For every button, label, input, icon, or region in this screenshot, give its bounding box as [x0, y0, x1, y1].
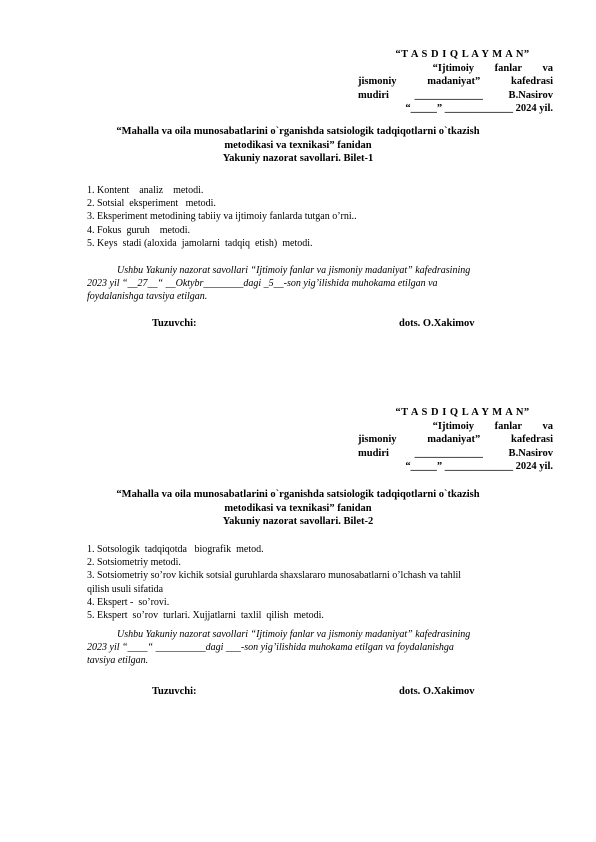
approval-date: “_____” _____________ 2024 yil. — [405, 103, 553, 114]
approval-note — [87, 264, 555, 303]
approval-line-2: jismoniy madaniyat” kafedrasi — [358, 434, 553, 445]
question-item: 2. Sotsial eksperiment metodi. — [87, 198, 216, 210]
note-line-2: 2023 yil “____“ __________dagi ___-son yig’ilishida muhokama etilgan va foydalanishga — [87, 642, 454, 653]
question-item: 4. Fokus guruh metodi. — [87, 224, 191, 236]
question-item: 3. Sotsiometriy so’rov kichik sotsial guruhlarda shaxslararo munosabatlarni o’lchash va tahlil — [87, 570, 462, 582]
question-item: 2. Sotsiometriy metodi. — [87, 557, 181, 569]
heading-line-3: Yakuniy nazorat savollari. Bilet-1 — [222, 153, 374, 164]
heading-line-3: Yakuniy nazorat savollari. Bilet-2 — [222, 516, 374, 527]
question-item: 5. Keys stadi (aloxida jamolarni tadqiq etish) metodi. — [87, 237, 313, 249]
compiler-label: Tuzuvchi: — [152, 686, 197, 697]
question-list — [87, 184, 557, 250]
heading-line-2: metodikasi va texnikasi” fanidan — [224, 502, 372, 514]
approval-line-3: mudiri _____________ B.Nasirov — [358, 447, 553, 459]
document-heading — [60, 488, 536, 529]
note-line-2: 2023 yil “__27__“ __Oktybr________dagi _5__-son yig’ilishida muhokama etilgan va — [87, 278, 438, 289]
heading-line-1: “Mahalla va oila munosabatlarini o`rganishda satsiologik tadqiqotlarni o`tkazish — [116, 489, 480, 500]
compiler-name: dots. O.Xakimov — [399, 318, 475, 329]
approval-date: “_____” _____________ 2024 yil. — [405, 461, 553, 472]
question-item: 3. Eksperiment metodining tabiiy va ijtimoiy fanlarda tutgan o’rni.. — [87, 211, 357, 223]
approval-block — [358, 406, 553, 474]
note-line-1: Ushbu Yakuniy nazorat savollari “Ijtimoiy fanlar va jismoniy madaniyat” kafedrasining — [117, 629, 471, 640]
question-item: 5. Ekspert so’rov turlari. Xujjatlarni taxlil qilish metodi. — [87, 610, 324, 622]
question-list — [87, 543, 557, 622]
note-line-3: tavsiya etilgan. — [87, 655, 149, 666]
approval-title: “T A S D I Q L A Y M A N” — [395, 407, 530, 418]
heading-line-2: metodikasi va texnikasi” fanidan — [224, 139, 372, 151]
question-item: 1. Sotsologik tadqiqotda biografik metod. — [87, 544, 264, 555]
approval-line-2: jismoniy madaniyat” kafedrasi — [358, 76, 553, 87]
approval-title: “T A S D I Q L A Y M A N” — [395, 49, 530, 60]
question-item: 4. Ekspert - so’rovi. — [87, 596, 170, 608]
approval-block — [358, 48, 553, 116]
heading-line-1: “Mahalla va oila munosabatlarini o`rganishda satsiologik tadqiqotlarni o`tkazish — [116, 126, 480, 137]
approval-line-1: “Ijtimoiy fanlar va — [432, 420, 553, 432]
approval-line-3: mudiri _____________ B.Nasirov — [358, 89, 553, 101]
approval-line-1: “Ijtimoiy fanlar va — [432, 62, 553, 74]
approval-note — [87, 628, 555, 667]
question-item: 1. Kontent analiz metodi. — [87, 185, 204, 196]
document-heading — [60, 125, 536, 166]
note-line-1: Ushbu Yakuniy nazorat savollari “Ijtimoiy fanlar va jismoniy madaniyat” kafedrasining — [117, 265, 471, 276]
compiler-name: dots. O.Xakimov — [399, 686, 475, 697]
note-line-3: foydalanishga tavsiya etilgan. — [87, 291, 208, 302]
question-item: qilish usuli sifatida — [87, 583, 164, 595]
compiler-label: Tuzuvchi: — [152, 318, 197, 329]
